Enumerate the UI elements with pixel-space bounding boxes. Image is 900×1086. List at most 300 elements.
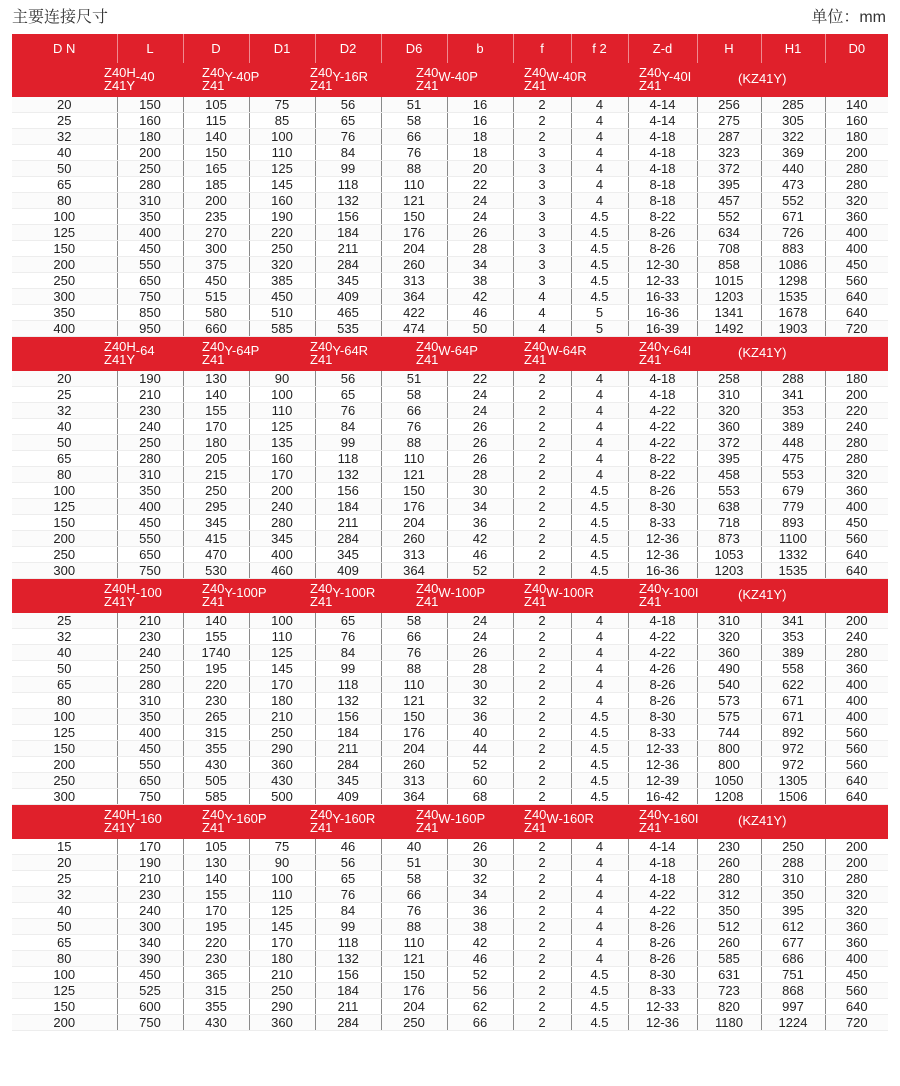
table-cell: 4 (571, 903, 628, 919)
table-cell: 2 (513, 531, 571, 547)
table-cell: 100 (12, 209, 117, 225)
model-prefix-top: Z40 (310, 65, 333, 80)
model-code (104, 340, 155, 366)
table-cell: 1492 (697, 321, 761, 337)
table-cell: 997 (761, 999, 825, 1015)
table-cell: 204 (381, 515, 447, 531)
table-cell: 76 (315, 629, 381, 645)
model-prefix-bottom: Z41 (310, 820, 333, 835)
table-cell: 26 (447, 419, 513, 435)
table-cell: 42 (447, 531, 513, 547)
table-cell: 465 (315, 305, 381, 321)
table-cell: 30 (447, 855, 513, 871)
table-cell: 400 (825, 693, 888, 709)
table-cell: 360 (249, 757, 315, 773)
table-cell: 341 (761, 613, 825, 629)
table-cell: 677 (761, 935, 825, 951)
table-cell: 287 (697, 129, 761, 145)
table-cell: 140 (183, 871, 249, 887)
table-cell: 125 (249, 419, 315, 435)
table-cell: 450 (825, 515, 888, 531)
table-cell: 1305 (761, 773, 825, 789)
table-cell: 310 (117, 193, 183, 209)
model-prefix-bottom: Z41Y (104, 352, 136, 367)
table-cell: 1050 (697, 773, 761, 789)
model-suffix: Y-100I (661, 585, 699, 600)
table-cell: 3 (513, 273, 571, 289)
table-cell: 85 (249, 113, 315, 129)
table-cell: 4 (571, 145, 628, 161)
model-suffix: -100 (135, 585, 162, 600)
table-cell: 65 (12, 935, 117, 951)
table-cell: 638 (697, 499, 761, 515)
table-cell: 150 (12, 999, 117, 1015)
table-cell: 200 (825, 613, 888, 629)
table-cell: 510 (249, 305, 315, 321)
table-row (12, 983, 888, 999)
table-row (12, 499, 888, 515)
table-cell: 4.5 (571, 563, 628, 579)
table-cell: 1740 (183, 645, 249, 661)
table-cell: 80 (12, 951, 117, 967)
model-band-content (12, 805, 888, 839)
table-cell: 150 (381, 967, 447, 983)
model-prefix-top: Z40 (639, 65, 662, 80)
table-cell: 2 (513, 677, 571, 693)
table-cell: 4.5 (571, 741, 628, 757)
table-cell: 800 (697, 741, 761, 757)
table-cell: 1086 (761, 257, 825, 273)
table-cell: 285 (761, 97, 825, 113)
table-cell: 1678 (761, 305, 825, 321)
table-cell: 84 (315, 645, 381, 661)
table-cell: 12-36 (628, 757, 697, 773)
table-cell: 160 (249, 193, 315, 209)
table-cell: 360 (825, 661, 888, 677)
model-code (524, 582, 594, 608)
model-prefix-bottom: Z41 (202, 820, 225, 835)
table-cell: 256 (697, 97, 761, 113)
model-prefix-top: Z40H (104, 807, 136, 822)
table-cell: 280 (117, 677, 183, 693)
table-cell: 8-26 (628, 693, 697, 709)
table-cell: 40 (12, 903, 117, 919)
table-cell: 280 (697, 871, 761, 887)
table-cell: 585 (183, 789, 249, 805)
table-cell: 250 (12, 773, 117, 789)
table-cell: 2 (513, 839, 571, 855)
model-prefix-bottom: Z41Y (104, 78, 136, 93)
table-cell: 560 (825, 531, 888, 547)
table-cell: 3 (513, 225, 571, 241)
table-cell: 360 (697, 645, 761, 661)
table-cell: 4-14 (628, 113, 697, 129)
table-cell: 313 (381, 773, 447, 789)
table-cell: 132 (315, 193, 381, 209)
table-cell: 110 (381, 177, 447, 193)
table-cell: 84 (315, 419, 381, 435)
table-cell: 200 (183, 193, 249, 209)
table-cell: 88 (381, 161, 447, 177)
table-cell: 4.5 (571, 273, 628, 289)
table-cell: 105 (183, 839, 249, 855)
table-cell: 121 (381, 193, 447, 209)
table-cell: 280 (249, 515, 315, 531)
table-cell: 2 (513, 757, 571, 773)
table-row (12, 855, 888, 871)
table-cell: 631 (697, 967, 761, 983)
table-cell: 440 (761, 161, 825, 177)
table-cell: 4.5 (571, 1015, 628, 1031)
table-row (12, 241, 888, 257)
table-cell: 1053 (697, 547, 761, 563)
table-cell: 355 (183, 741, 249, 757)
table-cell: 24 (447, 613, 513, 629)
table-cell: 51 (381, 855, 447, 871)
table-cell: 400 (117, 499, 183, 515)
table-cell: 1298 (761, 273, 825, 289)
model-prefix-top: Z40H (104, 339, 136, 354)
model-code (738, 72, 786, 85)
table-cell: 235 (183, 209, 249, 225)
column-header: H (697, 34, 761, 63)
table-cell: 660 (183, 321, 249, 337)
table-cell: 4 (571, 387, 628, 403)
model-code (524, 808, 594, 834)
table-cell: 240 (117, 903, 183, 919)
table-cell: 125 (12, 499, 117, 515)
table-cell: 450 (117, 967, 183, 983)
model-band (12, 805, 888, 840)
table-cell: 364 (381, 563, 447, 579)
table-cell: 612 (761, 919, 825, 935)
table-cell: 16-39 (628, 321, 697, 337)
page-title: 主要连接尺寸 (12, 9, 109, 26)
table-cell: 32 (12, 629, 117, 645)
model-suffix: Y-100R (332, 585, 376, 600)
model-prefix-bottom: Z41 (416, 352, 439, 367)
model-suffix: Y-16R (332, 69, 369, 84)
table-cell: 4-14 (628, 839, 697, 855)
table-cell: 150 (117, 97, 183, 113)
table-cell: 100 (249, 387, 315, 403)
table-cell: 90 (249, 855, 315, 871)
table-cell: 4-22 (628, 435, 697, 451)
table-cell: 190 (117, 371, 183, 387)
table-cell: 4 (571, 645, 628, 661)
table-cell: 80 (12, 467, 117, 483)
table-cell: 4 (571, 661, 628, 677)
header-row (12, 34, 888, 63)
table-cell: 160 (249, 451, 315, 467)
table-cell: 118 (315, 177, 381, 193)
model-suffix: W-100P (438, 585, 486, 600)
table-cell: 2 (513, 613, 571, 629)
table-cell: 76 (381, 645, 447, 661)
table-cell: 671 (761, 693, 825, 709)
table-cell: 200 (825, 855, 888, 871)
model-prefix-bottom: Z41 (524, 820, 547, 835)
table-cell: 560 (825, 741, 888, 757)
table-cell: 280 (825, 871, 888, 887)
table-cell: 364 (381, 289, 447, 305)
table-row (12, 289, 888, 305)
model-prefix-top: Z40 (416, 339, 439, 354)
table-cell: 4 (571, 193, 628, 209)
table-cell: 345 (315, 547, 381, 563)
table-cell: 2 (513, 645, 571, 661)
table-cell: 395 (697, 451, 761, 467)
table-cell: 80 (12, 193, 117, 209)
table-cell: 12-36 (628, 1015, 697, 1031)
table-row (12, 257, 888, 273)
table-cell: 640 (825, 547, 888, 563)
table-cell: 118 (315, 935, 381, 951)
table-cell: 389 (761, 645, 825, 661)
table-cell: 4 (571, 435, 628, 451)
table-cell: 750 (117, 1015, 183, 1031)
table-cell: 190 (249, 209, 315, 225)
table-cell: 150 (381, 709, 447, 725)
table-cell: 100 (249, 129, 315, 145)
table-cell: 125 (249, 161, 315, 177)
model-prefix-bottom: Z41 (310, 352, 333, 367)
model-suffix: (KZ41Y) (738, 587, 787, 602)
table-cell: 622 (761, 677, 825, 693)
table-cell: 1180 (697, 1015, 761, 1031)
table-cell: 110 (249, 629, 315, 645)
table-cell: 4 (571, 403, 628, 419)
table-cell: 4.5 (571, 983, 628, 999)
table-cell: 84 (315, 145, 381, 161)
table-cell: 4.5 (571, 483, 628, 499)
table-cell: 4.5 (571, 967, 628, 983)
table-cell: 180 (183, 435, 249, 451)
table-cell: 2 (513, 887, 571, 903)
table-cell: 310 (117, 693, 183, 709)
model-prefix-bottom: Z41 (416, 78, 439, 93)
table-cell: 250 (761, 839, 825, 855)
table-cell: 121 (381, 951, 447, 967)
table-cell: 500 (249, 789, 315, 805)
table-cell: 300 (12, 789, 117, 805)
table-cell: 270 (183, 225, 249, 241)
table-cell: 75 (249, 839, 315, 855)
table-cell: 950 (117, 321, 183, 337)
table-cell: 535 (315, 321, 381, 337)
model-band (12, 63, 888, 97)
table-cell: 550 (117, 757, 183, 773)
table-cell: 180 (117, 129, 183, 145)
table-cell: 250 (117, 435, 183, 451)
table-cell: 400 (825, 241, 888, 257)
table-cell: 200 (825, 145, 888, 161)
table-cell: 720 (825, 321, 888, 337)
table-cell: 409 (315, 563, 381, 579)
model-suffix: W-100R (546, 585, 594, 600)
table-cell: 250 (117, 661, 183, 677)
table-row (12, 531, 888, 547)
table-row (12, 435, 888, 451)
table-cell: 650 (117, 273, 183, 289)
table-cell: 4-18 (628, 387, 697, 403)
model-prefix-top: Z40 (416, 581, 439, 596)
table-cell: 32 (12, 887, 117, 903)
table-cell: 99 (315, 435, 381, 451)
model-code (310, 340, 368, 366)
table-cell: 341 (761, 387, 825, 403)
table-cell: 52 (447, 967, 513, 983)
table-cell: 1341 (697, 305, 761, 321)
table-cell: 24 (447, 387, 513, 403)
table-cell: 250 (249, 241, 315, 257)
table-cell: 275 (697, 113, 761, 129)
table-cell: 52 (447, 563, 513, 579)
table-cell: 176 (381, 725, 447, 741)
table-cell: 4-14 (628, 97, 697, 113)
table-cell: 4.5 (571, 773, 628, 789)
model-suffix: Y-160P (224, 811, 267, 826)
table-cell: 360 (825, 483, 888, 499)
table-cell: 800 (697, 757, 761, 773)
table-cell: 250 (12, 547, 117, 563)
model-suffix: Y-40P (224, 69, 260, 84)
table-cell: 220 (183, 935, 249, 951)
table-cell: 525 (117, 983, 183, 999)
table-cell: 46 (447, 951, 513, 967)
table-cell: 718 (697, 515, 761, 531)
model-suffix: Y-160R (332, 811, 376, 826)
table-cell: 708 (697, 241, 761, 257)
table-row (12, 693, 888, 709)
table-cell: 4 (571, 951, 628, 967)
table-cell: 88 (381, 661, 447, 677)
table-cell: 24 (447, 209, 513, 225)
table-cell: 170 (183, 419, 249, 435)
table-cell: 258 (697, 371, 761, 387)
model-prefix-top: Z40 (202, 581, 225, 596)
table-cell: 4.5 (571, 225, 628, 241)
table-cell: 4 (513, 305, 571, 321)
table-cell: 140 (183, 613, 249, 629)
table-cell: 115 (183, 113, 249, 129)
table-cell: 176 (381, 499, 447, 515)
table-cell: 8-26 (628, 677, 697, 693)
table-cell: 5 (571, 321, 628, 337)
table-cell: 560 (825, 757, 888, 773)
table-header (12, 34, 888, 63)
table-cell: 36 (447, 903, 513, 919)
table-cell: 573 (697, 693, 761, 709)
table-cell: 24 (447, 629, 513, 645)
model-code (416, 66, 478, 92)
model-suffix: W-160R (546, 811, 594, 826)
table-cell: 640 (825, 999, 888, 1015)
table-cell: 4-18 (628, 145, 697, 161)
table-cell: 99 (315, 919, 381, 935)
table-cell: 210 (249, 709, 315, 725)
table-cell: 135 (249, 435, 315, 451)
table-cell: 350 (117, 709, 183, 725)
table-cell: 155 (183, 629, 249, 645)
table-cell: 2 (513, 515, 571, 531)
table-cell: 310 (117, 467, 183, 483)
table-row (12, 225, 888, 241)
table-cell: 26 (447, 435, 513, 451)
model-prefix-top: Z40H (104, 65, 136, 80)
table-cell: 505 (183, 773, 249, 789)
model-suffix: Y-64I (661, 343, 692, 358)
table-cell: 240 (825, 629, 888, 645)
table-cell: 4-22 (628, 903, 697, 919)
table-cell: 4 (571, 113, 628, 129)
table-cell: 260 (697, 935, 761, 951)
model-code (310, 582, 375, 608)
table-cell: 110 (249, 887, 315, 903)
table-cell: 450 (249, 289, 315, 305)
table-cell: 140 (825, 97, 888, 113)
table-row (12, 919, 888, 935)
table-cell: 75 (249, 97, 315, 113)
table-cell: 121 (381, 467, 447, 483)
table-cell: 155 (183, 403, 249, 419)
table-cell: 360 (697, 419, 761, 435)
table-cell: 300 (12, 289, 117, 305)
model-prefix-top: Z40 (524, 807, 547, 822)
table-cell: 4-18 (628, 871, 697, 887)
table-cell: 4-18 (628, 855, 697, 871)
table-cell: 8-33 (628, 983, 697, 999)
table-cell: 350 (697, 903, 761, 919)
table-cell: 170 (249, 677, 315, 693)
table-cell: 51 (381, 371, 447, 387)
model-prefix-bottom: Z41 (202, 594, 225, 609)
table-cell: 2 (513, 547, 571, 563)
table-row (12, 419, 888, 435)
table-cell: 313 (381, 273, 447, 289)
table-cell: 38 (447, 919, 513, 935)
table-cell: 1100 (761, 531, 825, 547)
model-prefix-top: Z40 (524, 581, 547, 596)
table-cell: 345 (183, 515, 249, 531)
table-cell: 883 (761, 241, 825, 257)
table-cell: 24 (447, 193, 513, 209)
table-cell: 65 (12, 177, 117, 193)
table-cell: 4.5 (571, 257, 628, 273)
table-cell: 640 (825, 305, 888, 321)
table-cell: 3 (513, 241, 571, 257)
table-cell: 18 (447, 145, 513, 161)
table-cell: 4 (571, 629, 628, 645)
model-suffix: W-64P (438, 343, 478, 358)
table-cell: 4-22 (628, 887, 697, 903)
table-cell: 46 (447, 305, 513, 321)
table-cell: 390 (117, 951, 183, 967)
table-cell: 12-30 (628, 257, 697, 273)
table-cell: 365 (183, 967, 249, 983)
table-cell: 121 (381, 693, 447, 709)
table-cell: 290 (249, 999, 315, 1015)
table-cell: 156 (315, 709, 381, 725)
table-cell: 310 (697, 613, 761, 629)
table-cell: 300 (183, 241, 249, 257)
table-cell: 32 (12, 403, 117, 419)
table-cell: 575 (697, 709, 761, 725)
column-header: D0 (825, 34, 888, 63)
table-cell: 4 (571, 839, 628, 855)
table-cell: 320 (825, 193, 888, 209)
table-cell: 200 (12, 757, 117, 773)
